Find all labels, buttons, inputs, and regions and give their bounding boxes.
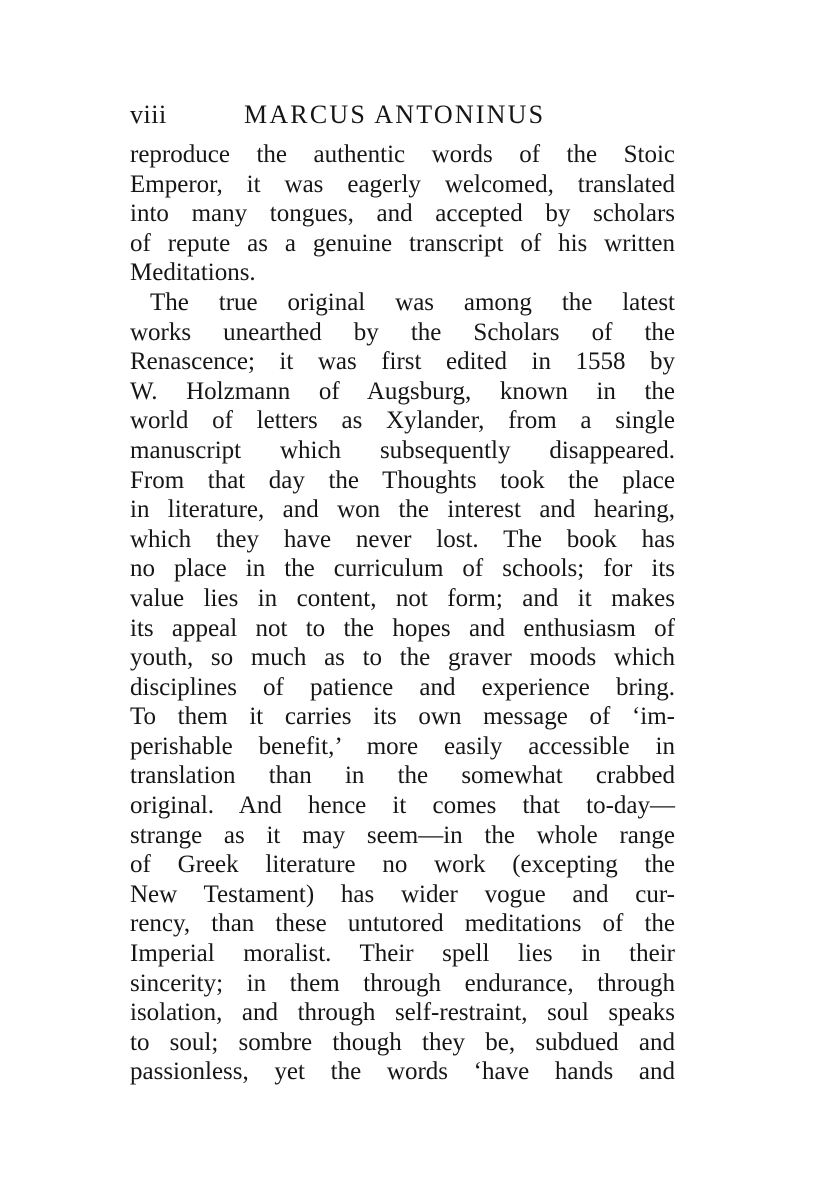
text-line: original. And hence it comes that to-day— [130,792,675,820]
text-line: translation than in the somewhat crabbed [130,762,675,790]
text-line: reproduce the authentic words of the Stoic [130,141,675,168]
text-line: its appeal not to the hopes and enthusiasm of [130,614,675,642]
text-line: New Testament) has wider vogue and cur- [130,880,675,908]
text-line: of Greek literature no work (excepting the [130,851,675,879]
text-line: passionless, yet the words ‘have hands and [130,1058,675,1086]
text-line: From that day the Thoughts took the place [130,466,675,494]
text-line: which they have never lost. The book has [130,525,675,553]
text-line: W. Holzmann of Augsburg, known in the [130,377,675,405]
text-line: To them it carries its own message of ‘im- [130,703,675,731]
text-line: in literature, and won the interest and hearing, [130,496,675,524]
text-line: Meditations. [130,259,256,287]
body-text [130,140,675,1087]
text-line: isolation, and through self-restraint, soul speaks [130,999,675,1027]
text-line: perishable benefit,’ more easily accessible in [130,732,675,760]
book-page [130,92,675,1087]
text-line: manuscript which subsequently disappeared. [130,436,675,464]
text-line: into many tongues, and accepted by scholars [130,200,675,228]
text-line: of repute as a genuine transcript of his written [130,229,675,257]
text-line: Renascence; it was first edited in 1558 by [130,348,675,376]
page-header [130,92,675,140]
text-line: works unearthed by the Scholars of the [130,318,675,346]
running-title: MARCUS ANTONINUS [244,100,546,129]
page-number: viii [130,100,167,129]
text-line: rency, than these untutored meditations of the [130,910,675,938]
text-line: disciplines of patience and experience bring. [130,673,675,701]
text-line: no place in the curriculum of schools; for its [130,555,675,583]
text-line: world of letters as Xylander, from a single [130,407,675,435]
text-line: Imperial moralist. Their spell lies in their [130,940,675,968]
text-line: to soul; sombre though they be, subdued and [130,1028,675,1056]
paragraph-first-line: The true original was among the latest [150,288,675,316]
text-line: Emperor, it was eagerly welcomed, translated [130,170,675,198]
text-line: strange as it may seem—in the whole range [130,821,675,849]
text-line: value lies in content, not form; and it makes [130,584,675,612]
text-line: youth, so much as to the graver moods which [130,644,675,672]
text-line: sincerity; in them through endurance, through [130,969,675,997]
